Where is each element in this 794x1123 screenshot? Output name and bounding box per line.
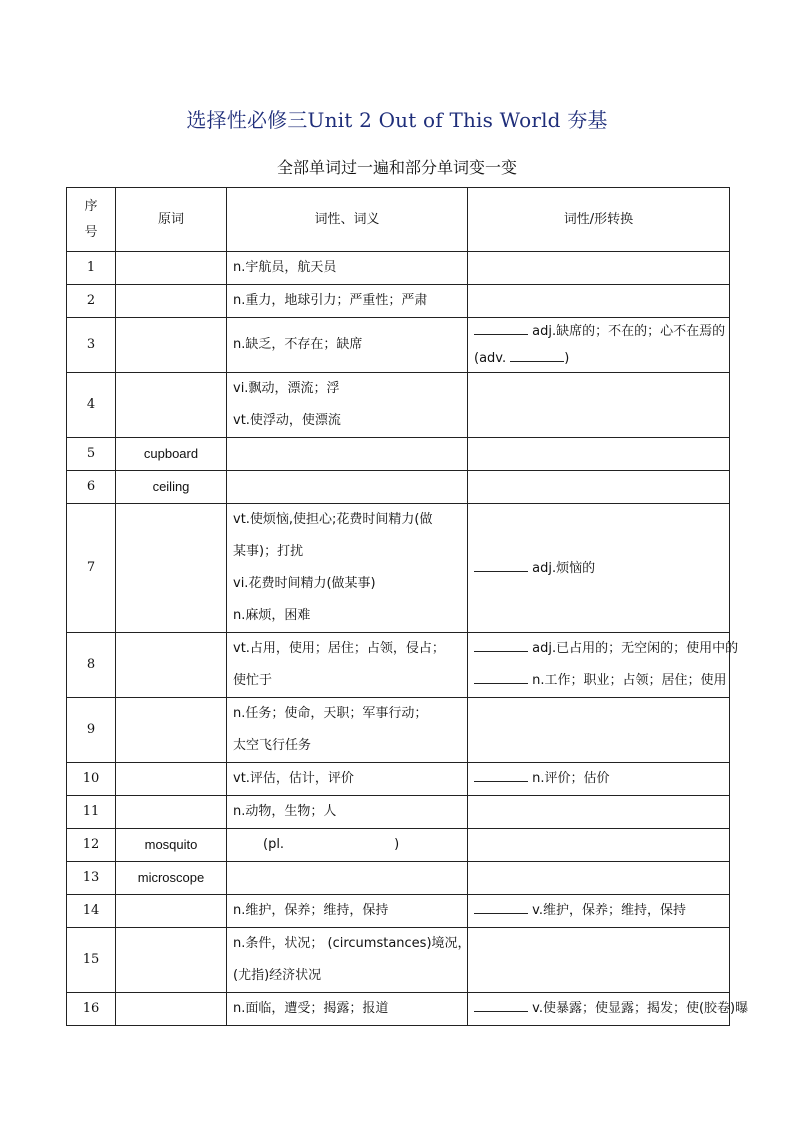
pos-line: n.缺乏，不存在；缺席 bbox=[233, 337, 363, 352]
answer-blank[interactable] bbox=[474, 997, 528, 1012]
row-number: 10 bbox=[67, 763, 116, 796]
answer-blank[interactable] bbox=[474, 557, 528, 572]
header-no bbox=[67, 188, 116, 252]
row-number: 2 bbox=[67, 285, 116, 318]
table-row bbox=[67, 862, 730, 895]
row-form bbox=[468, 895, 730, 928]
row-pos[interactable] bbox=[227, 862, 468, 895]
pos-line: vt.评估，估计，评价 bbox=[233, 771, 354, 786]
row-word bbox=[116, 373, 227, 438]
form-text: v.维护，保养；维持，保持 bbox=[532, 903, 686, 918]
pos-line: n.麻烦，困难 bbox=[233, 608, 311, 623]
row-form[interactable] bbox=[468, 928, 730, 993]
row-number: 5 bbox=[67, 438, 116, 471]
row-number: 1 bbox=[67, 252, 116, 285]
header-pos: 词性、词义 bbox=[227, 188, 468, 252]
page-title: 选择性必修三Unit 2 Out of This World 夯基 bbox=[186, 108, 608, 132]
pos-line: vt.占用，使用；居住；占领，侵占； bbox=[233, 641, 445, 656]
pos-line: vt.使浮动，使漂流 bbox=[233, 413, 341, 428]
form-text: n.工作；职业；占领；居住；使用 bbox=[532, 673, 727, 688]
table-row bbox=[67, 318, 730, 373]
row-pos bbox=[227, 895, 468, 928]
plural-open: (pl. bbox=[263, 837, 285, 852]
row-word bbox=[116, 633, 227, 698]
row-number: 14 bbox=[67, 895, 116, 928]
row-pos bbox=[227, 252, 468, 285]
form-text: adj.缺席的；不在的；心不在焉的 bbox=[532, 324, 726, 339]
table-row bbox=[67, 252, 730, 285]
row-pos bbox=[227, 993, 468, 1026]
form-line bbox=[474, 633, 739, 665]
form-text: adj.已占用的；无空闲的；使用中的 bbox=[532, 641, 739, 656]
row-number: 11 bbox=[67, 796, 116, 829]
row-number: 3 bbox=[67, 318, 116, 373]
answer-blank[interactable] bbox=[510, 347, 564, 362]
row-number: 9 bbox=[67, 698, 116, 763]
answer-blank[interactable] bbox=[474, 767, 528, 782]
form-line bbox=[474, 555, 723, 582]
pos-line: n.重力，地球引力；严重性；严肃 bbox=[233, 293, 428, 308]
form-line bbox=[474, 318, 726, 345]
form-line bbox=[474, 895, 723, 927]
row-word bbox=[116, 504, 227, 633]
pos-line: (尤指)经济状况 bbox=[233, 968, 322, 983]
pos-line: n.条件，状况； (circumstances)境况， bbox=[233, 936, 471, 951]
plural-line bbox=[233, 829, 461, 861]
row-form[interactable] bbox=[468, 796, 730, 829]
page-subtitle: 全部单词过一遍和部分单词变一变 bbox=[276, 158, 517, 177]
vocabulary-table bbox=[66, 187, 749, 1026]
row-word bbox=[116, 252, 227, 285]
row-form[interactable] bbox=[468, 698, 730, 763]
pos-line: 太空飞行任务 bbox=[233, 738, 312, 753]
row-word bbox=[116, 928, 227, 993]
header-form: 词性/形转换 bbox=[468, 188, 730, 252]
table-row bbox=[67, 928, 730, 993]
table-row bbox=[67, 796, 730, 829]
row-word bbox=[116, 993, 227, 1026]
table-row bbox=[67, 373, 730, 438]
pos-line: n.动物，生物；人 bbox=[233, 804, 337, 819]
form-line bbox=[474, 665, 727, 697]
row-word: ceiling bbox=[116, 471, 227, 504]
row-form bbox=[468, 318, 730, 373]
form-text: (adv. bbox=[474, 351, 507, 366]
row-form[interactable] bbox=[468, 252, 730, 285]
form-line bbox=[474, 345, 723, 372]
form-text: n.评价；估价 bbox=[532, 771, 610, 786]
answer-blank[interactable] bbox=[474, 320, 528, 335]
row-number: 6 bbox=[67, 471, 116, 504]
form-text: v.使暴露；使显露；揭发；使(胶卷)曝 bbox=[532, 1001, 749, 1016]
pos-line: n.宇航员，航天员 bbox=[233, 260, 337, 275]
row-form[interactable] bbox=[468, 471, 730, 504]
row-word bbox=[116, 285, 227, 318]
row-form[interactable] bbox=[468, 862, 730, 895]
row-pos bbox=[227, 504, 468, 633]
row-word: cupboard bbox=[116, 438, 227, 471]
row-pos bbox=[227, 928, 471, 993]
row-form bbox=[468, 633, 739, 698]
header-word: 原词 bbox=[116, 188, 227, 252]
pos-line: vt.使烦恼,使担心;花费时间精力(做 bbox=[233, 512, 433, 527]
table-row bbox=[67, 633, 730, 698]
row-pos bbox=[227, 633, 468, 698]
row-number: 15 bbox=[67, 928, 116, 993]
row-pos bbox=[227, 763, 468, 796]
row-pos bbox=[227, 796, 468, 829]
row-form bbox=[468, 993, 749, 1026]
row-pos bbox=[227, 829, 468, 862]
row-pos[interactable] bbox=[227, 438, 468, 471]
pos-line: vi.飘动，漂流；浮 bbox=[233, 381, 340, 396]
row-word bbox=[116, 763, 227, 796]
header-no-line-1: 序 bbox=[84, 198, 98, 214]
pos-line: vi.花费时间精力(做某事) bbox=[233, 576, 376, 591]
pos-line: n.任务；使命，天职；军事行动； bbox=[233, 706, 428, 721]
row-word bbox=[116, 698, 227, 763]
pos-line: n.维护，保养；维持，保持 bbox=[233, 903, 389, 918]
row-pos bbox=[227, 698, 468, 763]
row-pos[interactable] bbox=[227, 471, 468, 504]
answer-blank[interactable] bbox=[474, 899, 528, 914]
row-word: mosquito bbox=[116, 829, 227, 862]
pos-line: n.面临，遭受；揭露；报道 bbox=[233, 1001, 389, 1016]
table-row bbox=[67, 829, 730, 862]
answer-blank[interactable] bbox=[474, 637, 528, 652]
pos-line: 某事)；打扰 bbox=[233, 544, 304, 559]
form-line bbox=[474, 763, 723, 795]
table-header-row bbox=[67, 188, 730, 252]
row-number: 13 bbox=[67, 862, 116, 895]
row-number: 8 bbox=[67, 633, 116, 698]
table-row bbox=[67, 993, 730, 1026]
row-pos bbox=[227, 285, 468, 318]
form-text: ) bbox=[564, 351, 570, 366]
row-form[interactable] bbox=[468, 829, 730, 862]
row-form bbox=[468, 504, 730, 633]
row-number: 16 bbox=[67, 993, 116, 1026]
row-number: 7 bbox=[67, 504, 116, 633]
row-word bbox=[116, 318, 227, 373]
plural-close: ) bbox=[394, 837, 400, 852]
row-word bbox=[116, 796, 227, 829]
row-number: 12 bbox=[67, 829, 116, 862]
pos-line: 使忙于 bbox=[233, 673, 273, 688]
row-word: microscope bbox=[116, 862, 227, 895]
table-row bbox=[67, 504, 730, 633]
table-row bbox=[67, 763, 730, 796]
row-pos bbox=[227, 318, 468, 373]
table-row bbox=[67, 471, 730, 504]
table-row bbox=[67, 698, 730, 763]
row-pos bbox=[227, 373, 468, 438]
row-form[interactable] bbox=[468, 373, 730, 438]
table-row bbox=[67, 285, 730, 318]
header-no-line-2: 号 bbox=[84, 224, 98, 240]
table-row bbox=[67, 438, 730, 471]
answer-blank[interactable] bbox=[474, 669, 528, 684]
row-form[interactable] bbox=[468, 438, 730, 471]
row-number: 4 bbox=[67, 373, 116, 438]
table-row bbox=[67, 895, 730, 928]
row-word bbox=[116, 895, 227, 928]
form-text: adj.烦恼的 bbox=[532, 560, 596, 576]
row-form[interactable] bbox=[468, 285, 730, 318]
form-line bbox=[474, 993, 749, 1025]
row-form bbox=[468, 763, 730, 796]
